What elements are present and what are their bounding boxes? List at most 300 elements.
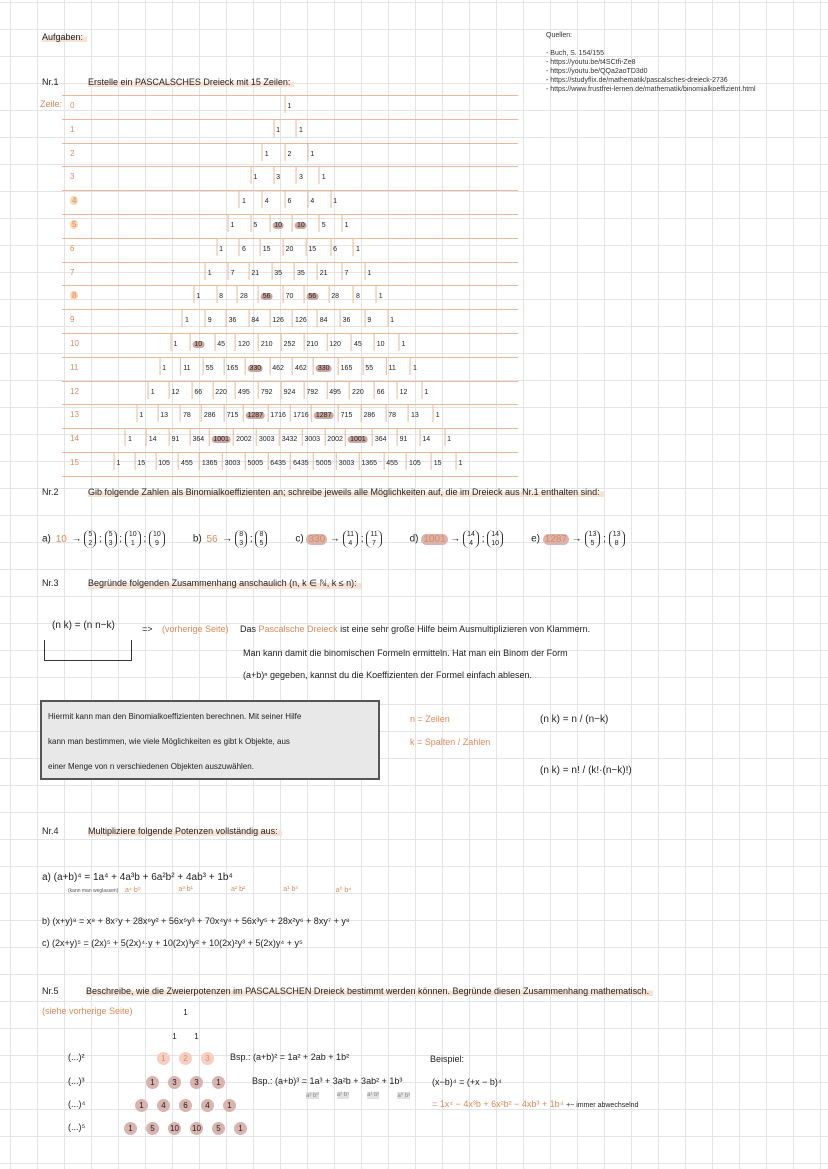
triangle-cell xyxy=(305,239,318,256)
cell-value: 1 xyxy=(162,364,167,372)
cell-value: 1 xyxy=(184,317,189,325)
exponent-pair: a³ b¹ xyxy=(178,886,193,893)
row-number: 13 xyxy=(70,410,79,420)
definition-box xyxy=(40,700,380,780)
cell-value: 1 xyxy=(435,412,440,420)
triangle-cell xyxy=(294,263,307,280)
triangle-cell xyxy=(303,286,320,303)
source-item: - Buch, S. 154/155 xyxy=(546,50,604,57)
n: 13 xyxy=(588,531,597,538)
triangle-cell xyxy=(224,405,241,422)
exponent-pair: a⁰ b³ xyxy=(397,1093,411,1099)
triangle-cell xyxy=(338,405,355,422)
row-number: 1 xyxy=(70,124,75,134)
triangle-cell xyxy=(292,310,309,327)
cell-value: 78 xyxy=(388,412,396,420)
triangle-row xyxy=(62,429,518,453)
triangle-cell xyxy=(319,167,328,184)
k: 7 xyxy=(372,540,376,547)
triangle-cell xyxy=(235,382,252,399)
triangle-cell xyxy=(228,215,237,232)
cube-exponents xyxy=(306,1092,410,1099)
k: 10 xyxy=(491,540,500,547)
triangle-row xyxy=(62,382,518,406)
triangle-cell xyxy=(205,310,214,327)
cell-value: 1287 xyxy=(247,412,264,420)
cell-value: 45 xyxy=(217,340,225,348)
triangle-cell xyxy=(269,215,286,232)
cell-value: 35 xyxy=(296,269,305,277)
k: 5 xyxy=(259,540,264,547)
cell-value: 462 xyxy=(295,364,307,372)
triangle-cell xyxy=(362,358,375,375)
formula-1: (n k) = n / (n−k) xyxy=(540,714,609,725)
triangle-cell xyxy=(330,239,339,256)
triangle-cell xyxy=(148,382,157,399)
triangle-cell xyxy=(262,144,271,161)
nr4-a: a) (a+b)⁴ = 1a⁴ + 4a³b + 6a²b² + 4ab³ + 1b⁴ xyxy=(42,872,233,883)
row-label-heading: Zeile: xyxy=(40,99,63,109)
triangle-cell xyxy=(397,429,410,446)
cell-value: 11 xyxy=(183,364,191,372)
triangle-row xyxy=(62,215,518,239)
cell-value: 7 xyxy=(230,269,235,277)
triangle-cell xyxy=(317,310,330,327)
cell-value: 84 xyxy=(251,317,260,325)
cell-value: 91 xyxy=(399,436,408,444)
nr2-item: b) 56 → 8 3 ; 8 5 xyxy=(193,530,268,548)
cell-value: 364 xyxy=(192,436,205,444)
cell-value: 1716 xyxy=(293,412,309,420)
cell-value: 1 xyxy=(264,150,269,158)
cell-value: 15 xyxy=(137,459,146,467)
row-number: 2 xyxy=(70,148,75,158)
triangle-cell xyxy=(269,358,286,375)
cell-value: 105 xyxy=(409,459,421,467)
exponent-pair: a¹ b³ xyxy=(283,886,298,893)
k: 1 xyxy=(130,540,135,547)
cell-value: 1365 xyxy=(361,459,378,467)
binomial-coefficient xyxy=(585,530,601,548)
k: 3 xyxy=(239,540,244,547)
cell-value: 9 xyxy=(367,317,372,325)
nr5-task: Beschreibe, wie die Zweierpotenzen im PASCALSCHEN Dreieck bestimmt werden können. Begründe diesen Zusammenhang mathematisch. xyxy=(86,986,653,996)
triangle-cell xyxy=(224,358,241,375)
row-number: 11 xyxy=(70,362,79,372)
cell-value: 66 xyxy=(194,388,203,396)
cell-value: 4 xyxy=(264,198,269,206)
triangle-cell xyxy=(292,358,309,375)
cell-value: 462 xyxy=(272,364,284,372)
binomial-coefficient xyxy=(149,530,165,548)
triangle-cell xyxy=(256,429,277,446)
cell-value: 252 xyxy=(283,340,296,348)
triangle-row xyxy=(62,263,518,287)
row-number: 12 xyxy=(70,386,79,396)
triangle-cell xyxy=(273,167,282,184)
cell-value: 6 xyxy=(333,245,338,253)
cell-value: 1 xyxy=(412,364,417,372)
triangle-cell xyxy=(303,382,320,399)
triangle-cell xyxy=(182,310,191,327)
cell-value: 3 xyxy=(276,174,281,182)
exponent-pair: a¹ b² xyxy=(367,1092,380,1098)
cell-value: 126 xyxy=(272,317,284,325)
cell-value: 66 xyxy=(376,388,385,396)
triangle-cell xyxy=(248,310,261,327)
triangle-cell xyxy=(267,405,288,422)
cell-value: 3003 xyxy=(224,459,241,467)
item-letter: e) xyxy=(531,533,540,545)
triangle-cell xyxy=(313,358,334,375)
triangle-cell xyxy=(311,405,336,422)
triangle-cell xyxy=(169,382,182,399)
cell-value: 14 xyxy=(422,436,431,444)
triangle-cell xyxy=(324,429,345,446)
triangle-cell xyxy=(201,405,218,422)
n: 10 xyxy=(128,531,137,538)
n-definition: n = Zeilen xyxy=(410,714,450,724)
pascal-triangle-table xyxy=(62,95,518,477)
triangle-cell xyxy=(205,263,214,280)
item-number: 1001 xyxy=(423,533,446,545)
power-4: (...)⁴ xyxy=(68,1099,86,1109)
triangle-cell xyxy=(338,358,355,375)
cell-value: 56 xyxy=(308,293,317,301)
row-number: 10 xyxy=(70,338,79,348)
triangle-cell xyxy=(307,144,316,161)
row-number: 0 xyxy=(70,101,75,110)
cell-value: 792 xyxy=(260,388,273,396)
cell-value: 6 xyxy=(287,198,292,206)
cell-value: 15 xyxy=(262,245,271,253)
mini-triangle-cell: 1 xyxy=(146,1076,159,1089)
cell-value: 28 xyxy=(331,293,339,301)
cell-value: 1 xyxy=(241,198,246,206)
mini-triangle-cell: 1 xyxy=(212,1076,225,1089)
mini-triangle-cell: 10 xyxy=(190,1122,203,1135)
triangle-row xyxy=(62,144,518,168)
cell-value: 1 xyxy=(355,245,360,253)
triangle-cell xyxy=(208,429,233,446)
cell-value: 8 xyxy=(219,293,224,301)
triangle-cell xyxy=(330,191,339,208)
sources-list xyxy=(546,49,756,94)
cell-value: 78 xyxy=(182,412,191,420)
triangle-cell xyxy=(222,453,243,470)
cell-value: 8 xyxy=(355,293,360,301)
cell-value: 5 xyxy=(253,221,258,229)
triangle-cell xyxy=(406,453,423,470)
triangle-cell xyxy=(364,310,373,327)
triangle-cell xyxy=(296,120,305,137)
triangle-cell xyxy=(125,429,134,446)
triangle-cell xyxy=(336,453,357,470)
triangle-cell xyxy=(313,453,334,470)
nr4-c: c) (2x+y)⁵ = (2x)⁵ + 5(2x)⁴·y + 10(2x)³y² + 10(2x)²y³ + 5(2x)y⁴ + y⁵ xyxy=(42,938,303,948)
cell-value: 220 xyxy=(352,388,364,396)
binomial-coefficient xyxy=(84,530,96,548)
cell-value: 84 xyxy=(319,317,328,325)
triangle-cell xyxy=(328,286,341,303)
cell-value: 1 xyxy=(298,126,303,134)
row-number: 3 xyxy=(70,172,75,182)
cell-value: 36 xyxy=(342,317,351,325)
cell-value: 1 xyxy=(458,459,463,467)
cell-value: 1 xyxy=(401,340,406,348)
triangle-cell xyxy=(383,453,400,470)
cell-value: 12 xyxy=(171,388,180,396)
cell-value: 21 xyxy=(319,269,328,277)
alternating-note: +− immer abwechselnd xyxy=(566,1102,639,1109)
mini-triangle-cell: 3 xyxy=(201,1052,214,1065)
triangle-cell xyxy=(258,286,275,303)
triangle-cell xyxy=(281,334,298,351)
example-cube: Bsp.: (a+b)³ = 1a³ + 3a²b + 3ab² + 1b³ xyxy=(252,1076,403,1086)
n: 8 xyxy=(239,531,244,538)
triangle-cell xyxy=(216,239,225,256)
n: 5 xyxy=(88,531,93,538)
source-item[interactable]: - https://studyflix.de/mathematik/pascalsches-dreieck-2736 xyxy=(546,77,728,84)
binomial-coefficient xyxy=(235,530,247,548)
cell-value: 15 xyxy=(433,459,442,467)
nr5-label: Nr.5 xyxy=(42,986,59,996)
triangle-row xyxy=(62,358,518,382)
nr4-a-exponents xyxy=(125,886,351,894)
cell-value: 55 xyxy=(365,364,374,372)
nr4-task: Multipliziere folgende Potenzen vollständig aus: xyxy=(88,826,282,836)
triangle-cell xyxy=(260,239,273,256)
triangle-cell xyxy=(269,310,286,327)
n: 10 xyxy=(153,531,161,538)
mini-triangle-cell: 5 xyxy=(212,1122,225,1135)
cell-value: 1 xyxy=(276,126,281,134)
item-letter: b) xyxy=(192,533,202,545)
triangle-cell xyxy=(250,167,259,184)
triangle-cell xyxy=(250,215,259,232)
cell-value: 5 xyxy=(321,221,326,229)
nr2-item: c) 330 → 11 4 ; 11 7 xyxy=(295,530,381,548)
cell-value: 1 xyxy=(310,150,315,158)
exponent-pair: a² b¹ xyxy=(336,1092,350,1098)
power-2: (...)² xyxy=(68,1052,85,1062)
cell-value: 455 xyxy=(386,459,398,467)
triangle-cell xyxy=(248,263,261,280)
cell-value: 1716 xyxy=(270,412,286,420)
cell-value: 1 xyxy=(173,340,178,348)
cell-value: 1 xyxy=(390,317,395,325)
row-number: 4 xyxy=(72,196,77,206)
identity-bracket xyxy=(44,640,132,661)
exponent-pair: a⁰ b⁴ xyxy=(335,887,352,894)
triangle-cell xyxy=(216,286,225,303)
cell-value: 55 xyxy=(205,364,214,372)
binomial-coefficient xyxy=(255,530,267,548)
cell-value: 495 xyxy=(329,388,341,396)
n: 8 xyxy=(259,531,264,538)
cell-value: 2 xyxy=(287,150,292,158)
cell-value: 105 xyxy=(158,459,170,467)
box-line: einer Menge von n verschiedenen Objekten auszuwählen. xyxy=(48,762,254,771)
triangle-cell xyxy=(290,453,311,470)
triangle-cell xyxy=(193,286,202,303)
mini-triangle-cell: 5 xyxy=(146,1122,159,1135)
row-number: 8 xyxy=(72,291,77,301)
n: 11 xyxy=(370,531,378,538)
source-item[interactable]: - https://youtu.be/QQa2aoTD3d0 xyxy=(546,68,648,75)
text: Pascalsche Dreieck xyxy=(258,624,338,634)
triangle-cell xyxy=(199,453,220,470)
nr2-answers xyxy=(42,530,625,548)
triangle-cell xyxy=(353,239,362,256)
nr2-task: Gib folgende Zahlen als Binomialkoeffizienten an; schreibe jeweils alle Möglichkeiten auf, die im Dreieck aus Nr.1 enthalten sind: xyxy=(88,487,604,497)
cell-value: 21 xyxy=(251,269,260,277)
triangle-cell xyxy=(178,453,195,470)
power-5: (...)⁵ xyxy=(68,1122,86,1132)
k: 2 xyxy=(88,540,93,547)
cell-value: 1 xyxy=(127,436,132,444)
mini-triangle-cell: 1 xyxy=(234,1122,247,1135)
source-item[interactable]: - https://www.frustfrei-lernen.de/mathematik/binomialkoeffizient.html xyxy=(546,86,756,93)
cell-value: 1 xyxy=(230,221,235,229)
triangle-cell xyxy=(283,286,296,303)
cell-value: 2002 xyxy=(236,436,252,444)
triangle-cell xyxy=(258,382,275,399)
triangle-cell xyxy=(171,334,180,351)
exponent-pair: a² b² xyxy=(230,886,246,893)
cell-value: 210 xyxy=(306,340,319,348)
mini-triangle-cell: 4 xyxy=(157,1099,170,1112)
triangle-cell xyxy=(267,453,288,470)
row-number: 5 xyxy=(72,219,77,229)
triangle-cell xyxy=(262,191,271,208)
cell-value: 4 xyxy=(310,198,315,206)
item-letter: c) xyxy=(295,533,304,545)
cell-value: 1 xyxy=(116,459,121,467)
cell-value: 5005 xyxy=(247,459,264,467)
mini-triangle-cell: 3 xyxy=(168,1076,181,1089)
cell-value: 1 xyxy=(321,174,326,182)
triangle-cell xyxy=(342,263,351,280)
cell-value: 1 xyxy=(196,293,201,301)
triangle-cell xyxy=(342,215,351,232)
item-letter: a) xyxy=(42,533,51,545)
nr4-b: b) (x+y)⁸ = x⁸ + 8x⁷y + 28x⁶y² + 56x⁵y³ + 70x⁴y⁴ + 56x³y⁵ + 28x²y⁶ + 8xy⁷ + y⁸ xyxy=(42,916,350,926)
exponent-pair: a³ b⁰ xyxy=(306,1093,319,1099)
cell-value: 330 xyxy=(249,364,262,372)
cell-value: 13 xyxy=(160,412,168,420)
triangle-cell xyxy=(237,286,250,303)
cell-value: 91 xyxy=(171,436,180,444)
cell-value: 1 xyxy=(219,245,224,253)
cell-value: 2002 xyxy=(327,436,343,444)
k: 5 xyxy=(590,540,595,547)
triangle-cell xyxy=(292,215,309,232)
triangle-cell xyxy=(239,239,248,256)
k: 3 xyxy=(108,540,113,547)
item-number: 1287 xyxy=(544,533,567,545)
triangle-cell xyxy=(285,96,294,113)
mini-triangle-cell: 1 xyxy=(194,1032,199,1041)
cell-value: 210 xyxy=(260,340,273,348)
source-item[interactable]: - https://youtu.be/t4SCtfi-Ze8 xyxy=(546,59,636,66)
triangle-cell xyxy=(359,453,380,470)
page-heading: Aufgaben: xyxy=(42,32,87,42)
cell-value: 286 xyxy=(363,412,376,420)
ref-previous-page: (vorherige Seite) xyxy=(162,624,229,634)
triangle-row xyxy=(62,334,518,358)
item-number: 330 xyxy=(308,533,326,545)
triangle-cell xyxy=(273,120,282,137)
cell-value: 1 xyxy=(378,293,383,301)
cell-value: 10 xyxy=(194,340,203,348)
cell-value: 1 xyxy=(287,103,292,110)
cell-value: 1287 xyxy=(315,412,332,420)
triangle-cell xyxy=(285,191,294,208)
cell-value: 3003 xyxy=(338,459,355,467)
triangle-cell xyxy=(180,405,193,422)
triangle-cell xyxy=(214,334,227,351)
triangle-cell xyxy=(146,429,159,446)
cell-value: 924 xyxy=(283,388,296,396)
triangle-cell xyxy=(421,382,430,399)
binomial-coefficient xyxy=(366,530,381,548)
mini-triangle-cell: 4 xyxy=(201,1099,214,1112)
triangle-cell xyxy=(290,405,311,422)
k: 8 xyxy=(614,540,619,547)
cell-value: 13 xyxy=(410,412,419,420)
triangle-cell xyxy=(191,382,204,399)
triangle-cell xyxy=(281,382,298,399)
triangle-cell xyxy=(244,358,265,375)
nr2-item: d) 1001 → 14 4 ; 14 10 xyxy=(410,530,503,548)
cell-value: 28 xyxy=(239,293,248,301)
mini-triangle-cell: 1 xyxy=(135,1099,148,1112)
nr1-task: Erstelle ein PASCALSCHES Dreieck mit 15 Zeilen: xyxy=(88,77,294,87)
cell-value: 10 xyxy=(376,340,385,348)
arrow: => xyxy=(142,624,153,634)
cell-value: 11 xyxy=(388,364,396,372)
item-number: 10 xyxy=(55,533,67,545)
triangle-cell xyxy=(245,453,266,470)
triangle-cell xyxy=(258,334,275,351)
triangle-cell xyxy=(189,334,206,351)
triangle-cell xyxy=(456,453,465,470)
triangle-cell xyxy=(419,429,432,446)
triangle-row xyxy=(62,167,518,191)
mini-triangle-cell: 1 xyxy=(157,1052,170,1065)
example-expansion xyxy=(432,1099,638,1109)
triangle-row xyxy=(62,95,518,120)
row-number: 14 xyxy=(70,434,79,444)
mini-triangle-cell: 6 xyxy=(179,1099,192,1112)
binomial-coefficient xyxy=(609,530,625,548)
cell-value: 9 xyxy=(207,317,212,325)
cell-value: 1 xyxy=(253,174,258,182)
nr5-ref: (siehe vorherige Seite) xyxy=(42,1006,133,1016)
mini-triangle-cell: 2 xyxy=(179,1052,192,1065)
triangle-cell xyxy=(345,429,370,446)
triangle-cell xyxy=(283,239,296,256)
row-number: 6 xyxy=(70,243,75,253)
triangle-cell xyxy=(136,405,145,422)
cell-value: 1001 xyxy=(350,436,366,444)
triangle-cell xyxy=(180,358,192,375)
triangle-cell xyxy=(374,334,387,351)
triangle-cell xyxy=(408,405,421,422)
cell-value: 1 xyxy=(447,436,452,444)
triangle-cell xyxy=(387,310,396,327)
